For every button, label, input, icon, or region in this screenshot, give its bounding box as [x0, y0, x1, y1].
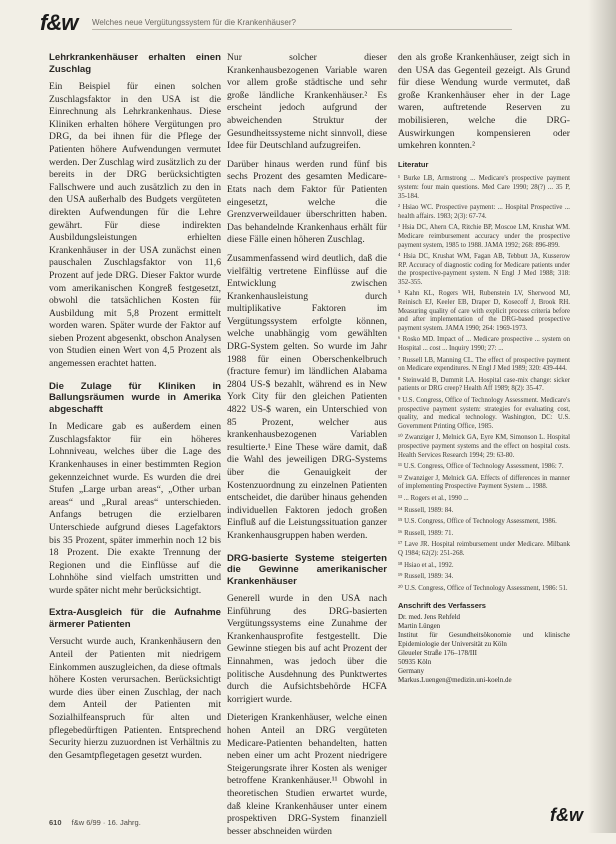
author-address	[398, 601, 570, 685]
reference-item: ⁹ U.S. Congress, Office of Technology Assessment. Medicare's prospective payment system: strategies for evaluating cost, quality, and medical technology. Washington, DC: U.S. Government Printing Office, 1985.	[398, 397, 570, 430]
page-footer	[49, 818, 549, 827]
reference-item: ⁴ Hsia DC, Krushat WM, Fagan AB, Tebbutt JA, Kusserow RP. Accuracy of diagnostic coding for Medicare patients under the prospective-payment system. N Engl J Med 1988; 318: 352-355.	[398, 253, 570, 286]
reference-item: ¹⁶ Russell, 1989: 71.	[398, 529, 454, 537]
reference-item: ¹⁹ Russell, 1989: 34.	[398, 573, 454, 581]
running-head: Welches neue Vergütungssystem für die Krankenhäuser?	[92, 18, 512, 30]
section-heading: Extra-Ausgleich für die Aufnahme ärmerer Patienten	[49, 607, 221, 630]
column-right	[398, 52, 570, 685]
page-header	[0, 0, 616, 40]
paragraph: Ein Beispiel für einen solchen Zuschlagsfaktor in den USA ist die Einrechnung als Lehrkrankenhaus. Diese Kliniken erhalten höhere Vergütungen pro DRG, da bei ihnen für die Pflege der Patienten höhere Aufwendungen vermutet werden. Der Zuschlag wird zusätzlich zu der bereits in der DRG berücksichtigten Fallschwere und auch zusätzlich zu den in den USA außerhalb des Budgets vergüteten direkten Aufwendungen für die Lehre gewährt. Für diese indirekten Ausbildungsleistungen erhielten Krankenhäuser in der USA zunächst einen pauschalen Zuschlagsfaktor von 11,6 Prozent auf jede DRG. Dieser Faktor wurde vom amerikanischen Kongreß festgesetzt, obwohl die tatsächlichen Kosten für Ausbildung mit 5,8 Prozent ermittelt worden waren. Später wurde der Faktor auf sieben Prozent abgesenkt, obschon Analysen von Studien einen Wert von 4,5 Prozent als angemessen erachtet hatten.	[49, 81, 221, 370]
author-line: Markus.Luengen@medizin.uni-koeln.de	[398, 676, 512, 685]
reference-item: ¹⁴ Russell, 1989: 84.	[398, 506, 454, 514]
section-heading: Die Zulage für Kliniken in Ballungsräumen wurde in Amerika abgeschafft	[49, 380, 221, 415]
reference-item: ⁶ Rosko MD. Impact of ... Medicare prospective ... system on Hospital ... cost ... Inquiry 1990; 27: ...	[398, 336, 570, 353]
reference-item: ⁸ Steinwald B, Dummit LA. Hospital case-mix change: sicker patients or DRG creep? Health Aff 1989; 8(2): 35-47.	[398, 376, 570, 393]
author-line: Germany	[398, 667, 425, 676]
reference-item: ¹⁰ Zwanziger J, Melnick GA, Eyre KM, Simonson L. Hospital prospective payment systems and the effect on hospital costs. Health Services Research 1994; 29: 63-80.	[398, 434, 570, 459]
author-line: 50935 Köln	[398, 658, 432, 667]
paragraph: Nur solcher dieser Krankenhausbezogenen Variable waren vor allem große städtische und sehr große ländliche Krankenhäuser.² Es erscheint jedoch aufgrund der abweichenden Struktur der Gesundheitssysteme nicht sinnvoll, diese Idee für Deutschland aufzugreifen.	[227, 52, 387, 152]
reference-item: ¹⁵ U.S. Congress, Office of Technology Assessment, 1986.	[398, 518, 557, 526]
reference-item: ²⁰ U.S. Congress, Office of Technology Assessment, 1986: 51.	[398, 584, 568, 592]
author-line: Institut für Gesundheitsökonomie und klinische Epidemiologie der Universität zu Köln	[398, 631, 570, 649]
author-line: Martin Lüngen	[398, 622, 441, 631]
paragraph: Versucht wurde auch, Krankenhäusern den Anteil der Patienten mit niedrigem Einkommen auszugleichen, da diese oftmals höhere Kosten verursachen. Berücksichtigt wurde dies über einen Zuschlag, der nach dem Anteil der Patienten mit Sozialhilfeanspruch für alten und pflegebedürftigen Patienten. Entsprechend Security hierzu zuzuordnen ist Verhältnis zu den Gesamtpflegetagen gesetzt wurden.	[49, 636, 221, 761]
reference-item: ¹² Zwanziger J, Melnick GA. Effects of differences in manner of implementing Prospective Payment System ... 1988.	[398, 474, 570, 491]
references-heading: Literatur	[398, 159, 429, 169]
paragraph: Zusammenfassend wird deutlich, daß die vielfältig vertretene Einflüsse auf die Entwicklung zwischen Krankenhausleistung durch multiplikative Faktoren im Vergütungssystem erfolgte können, welche unabhängig vom gewählten DRG-System gelten. So wurde im Jahr 1988 für einen Oberschenkelbruch (fracture femur) im ländlichen Alabama 2804 US-$ bezahlt, während es in New York City für den gleichen Patienten 4822 US-$ waren, ein Unterschied von 85 Prozent, welcher aus krankenhausbezogenen Variablen resultierte.¹ Eine These wäre damit, daß die Wahl des jeweiligen DRG-Systems über die Genauigkeit der Kostenzuordnung zu einzelnen Patienten entscheidet, die darüber hinaus gehenden individuellen Faktoren jedoch großen Einfluß auf die Leistungssituation ganzer Krankenhausgruppen haben werden.	[227, 252, 387, 541]
reference-item: ³ Hsia DC, Ahern CA, Ritchie BP, Moscoe LM, Krushat WM. Medicare reimbursement accuracy under the prospective payment system, 1985 to 1988. JAMA 1992; 268: 896-899.	[398, 224, 570, 249]
page-edge-shadow	[588, 0, 616, 833]
reference-list	[398, 175, 570, 593]
column-middle	[227, 52, 387, 844]
reference-item: ¹⁷ Lave JR. Hospital reimbursement under Medicare. Milbank Q 1984; 62(2): 251-268.	[398, 541, 570, 557]
reference-item: ⁵ Kahn KL, Rogers WH, Rubenstein LV, Sherwood MJ, Reinisch EJ, Keeler EB, Draper D, Kosecoff J, Brook RH. Measuring quality of care with explicit process criteria before and after implementation of the DRG-based prospective payment system. JAMA 1990; 264: 1969-1973.	[398, 290, 570, 332]
paragraph: In Medicare gab es außerdem einen Zuschlagsfaktor für ein höheres Lohnniveau, welches über die Lage des Krankenhauses in einer bestimmten Region gekennzeichnet wurde. Es wurden die drei Stufen „Large urban areas“, „Other urban areas“ und „Rural areas“ unterschieden. Anfangs betrugen die erzielbaren Unterschiede aufgrund dieses Lagefaktors bis 35 Prozent, später immerhin noch 12 bis 18 Prozent. Die exakte Trennung der Regionen und die Einflüsse auf die Lohnhöhe sind vielfach umstritten und wurde später nicht mehr berücksichtigt.	[49, 421, 221, 596]
reference-item: ⁷ Russell LB, Manning CL. The effect of prospective payment on Medicare expenditures. N Engl J Med 1989; 320: 439-444.	[398, 356, 570, 373]
paragraph: Dieterigen Krankenhäuser, welche einen hohen Anteil an DRG vergüteten Medicare-Patienten behandelten, hatten neben einer um acht Prozent niedrigere Steigerungsrate ihrer Kosten als weniger betroffene Krankenhäuser.¹¹ Obwohl in theoretischen Studien erwartet wurde, daß kleine Krankenhäuser unter einem prospektiven DRG-System finanziell besser abschneiden würden	[227, 712, 387, 837]
journal-logo: f&w	[40, 10, 78, 35]
column-left	[49, 52, 221, 768]
reference-item: ¹ Burke LB, Armstrong ... Medicare's prospective payment system: four main questions. Med Care 1990; 28(?) ... 35 P, 35-184.	[398, 175, 570, 200]
page-number: 610	[49, 818, 62, 827]
reference-item: ¹³ ... Rogers et al., 1990 ...	[398, 494, 469, 502]
reference-item: ¹⁸ Hsiao et al., 1992.	[398, 561, 454, 569]
reference-item: ² Hsiao WC. Prospective payment: ... Hospital Prospective ... health affairs. 1983; 2(3): 67-74.	[398, 204, 570, 220]
author-line: Dr. med. Jens Rehfeld	[398, 613, 461, 622]
paragraph: den als große Krankenhäuser, zeigt sich in den USA das Gegenteil gezeigt. Als Grund für diese Wendung wurde vermutet, daß große Krankenhäuser eher in der Lage waren, auftretende Reserven zu mobilisieren, welche die DRG-Auswirkungen kompensieren oder umkehren konnten.²	[398, 52, 570, 152]
paragraph: Darüber hinaus werden rund fünf bis sechs Prozent des gesamten Medicare-Etats nach dem Faktor für Patienten eingesetzt, welche die Grenzverweildauer überschritten haben. Das behandelnde Krankenhaus erhält für diese Fälle einen höheren Zuschlag.	[227, 158, 387, 246]
footer-logo: f&w	[550, 805, 583, 825]
section-heading: Lehrkrankenhäuser erhalten einen Zuschlag	[49, 52, 221, 75]
paragraph: Generell wurde in den USA nach Einführung des DRG-basierten Vergütungssystems eine Zunahme der Krankenhausprofite festgestellt. Die Gewinne stiegen bis auf acht Prozent der Einnahmen, was jedoch über die politische Ausdehnung des Punktwertes durch die Aufsichtsbehörde HCFA korrigiert wurde.	[227, 593, 387, 705]
section-heading: DRG-basierte Systeme steigerten die Gewinne amerikanischer Krankenhäuser	[227, 552, 387, 587]
author-line: Gleueler Straße 176–178/III	[398, 649, 477, 658]
issue-info: f&w 6/99 · 16. Jahrg.	[71, 818, 141, 827]
author-heading: Anschrift des Verfassers	[398, 601, 486, 611]
reference-item: ¹¹ U.S. Congress, Office of Technology Assessment, 1986: 7.	[398, 463, 564, 471]
